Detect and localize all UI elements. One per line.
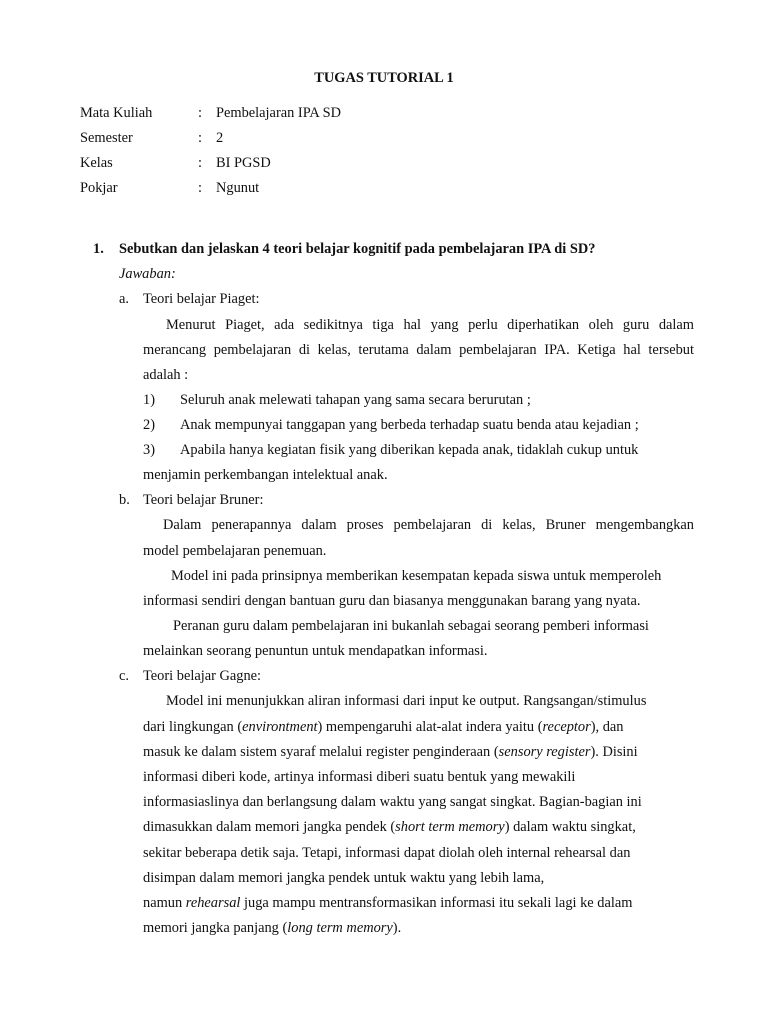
- answer-label: Jawaban:: [119, 266, 176, 282]
- term-italic: rehearsal: [185, 895, 241, 911]
- paragraph-line: disimpan dalam memori jangka pendek untuk waktu yang lebih lama,: [143, 870, 545, 886]
- list-item-text: Anak mempunyai tanggapan yang berbeda terhadap suatu benda atau kejadian ;: [180, 417, 639, 433]
- paragraph-line: menjamin perkembangan intelektual anak.: [143, 467, 388, 483]
- paragraph-line: Dalam penerapannya dalam proses pembelajaran di kelas, Bruner mengembangkan: [163, 517, 694, 533]
- paragraph-line: melainkan seorang penuntun untuk mendapatkan informasi.: [143, 643, 488, 659]
- paragraph-line: Model ini menunjukkan aliran informasi dari input ke output. Rangsangan/stimulus: [166, 693, 647, 709]
- section-title-gagne: Teori belajar Gagne:: [143, 668, 262, 684]
- paragraph-line: informasi diberi kode, artinya informasi diberi suatu bentuk yang mewakili: [143, 769, 576, 785]
- question-text: Sebutkan dan jelaskan 4 teori belajar kognitif pada pembelajaran IPA di SD?: [119, 241, 596, 257]
- meta-value: BI PGSD: [216, 155, 271, 171]
- paragraph-line: [143, 894, 632, 912]
- paragraph-line: [143, 743, 638, 761]
- meta-value: 2: [216, 130, 224, 146]
- paragraph-line: [143, 919, 401, 937]
- list-item-number: 1): [143, 392, 155, 408]
- meta-colon: :: [198, 180, 202, 196]
- text-run: ), dan: [590, 719, 624, 735]
- meta-value: Ngunut: [216, 180, 260, 196]
- meta-colon: :: [198, 155, 202, 171]
- list-item-number: 2): [143, 417, 155, 433]
- document-title: TUGAS TUTORIAL 1: [314, 70, 454, 86]
- text-run: ) mempengaruhi alat-alat indera yaitu (: [317, 719, 543, 735]
- term-italic: sensory register: [498, 744, 591, 760]
- paragraph-line: Menurut Piaget, ada sedikitnya tiga hal yang perlu diperhatikan oleh guru dalam: [166, 317, 694, 333]
- list-item-text: Seluruh anak melewati tahapan yang sama secara berurutan ;: [180, 392, 531, 408]
- meta-key: Mata Kuliah: [80, 105, 153, 121]
- term-italic: environtment: [242, 719, 318, 735]
- text-run: memori jangka panjang (: [143, 920, 288, 936]
- meta-key: Semester: [80, 130, 133, 146]
- meta-colon: :: [198, 130, 202, 146]
- text-run: namun: [143, 895, 186, 911]
- list-item-number: 3): [143, 442, 155, 458]
- paragraph-line: Peranan guru dalam pembelajaran ini bukanlah sebagai seorang pemberi informasi: [173, 618, 649, 634]
- paragraph-line: sekitar beberapa detik saja. Tetapi, informasi dapat diolah oleh internal rehearsal dan: [143, 845, 631, 861]
- text-run: juga mampu mentransformasikan informasi itu sekali lagi ke dalam: [240, 895, 633, 911]
- section-letter: c.: [119, 668, 129, 684]
- text-run: ).: [392, 920, 402, 936]
- section-title-piaget: Teori belajar Piaget:: [143, 291, 260, 307]
- term-italic: receptor: [542, 719, 591, 735]
- term-italic: long term memory: [287, 920, 393, 936]
- term-italic: short term memory: [395, 819, 505, 835]
- text-run: ). Disini: [590, 744, 638, 760]
- paragraph-line: adalah :: [143, 367, 189, 383]
- section-letter: b.: [119, 492, 130, 508]
- paragraph-line: Model ini pada prinsipnya memberikan kesempatan kepada siswa untuk memperoleh: [171, 568, 662, 584]
- paragraph-line: informasi sendiri dengan bantuan guru dan biasanya menggunakan barang yang nyata.: [143, 593, 641, 609]
- paragraph-line: [143, 718, 623, 736]
- meta-key: Pokjar: [80, 180, 118, 196]
- text-run: ) dalam waktu singkat,: [504, 819, 636, 835]
- paragraph-line: model pembelajaran penemuan.: [143, 543, 327, 559]
- meta-colon: :: [198, 105, 202, 121]
- paragraph-line: informasiaslinya dan berlangsung dalam waktu yang sangat singkat. Bagian-bagian ini: [143, 794, 642, 810]
- section-letter: a.: [119, 291, 129, 307]
- list-item-text: Apabila hanya kegiatan fisik yang diberikan kepada anak, tidaklah cukup untuk: [180, 442, 639, 458]
- paragraph-line: [143, 818, 636, 836]
- text-run: dari lingkungan (: [143, 719, 243, 735]
- paragraph-line: merancang pembelajaran di kelas, terutama dalam pembelajaran IPA. Ketiga hal tersebut: [143, 342, 694, 358]
- meta-key: Kelas: [80, 155, 113, 171]
- question-number: 1.: [93, 241, 104, 257]
- text-run: masuk ke dalam sistem syaraf melalui register penginderaan (: [143, 744, 499, 760]
- text-run: dimasukkan dalam memori jangka pendek (: [143, 819, 396, 835]
- section-title-bruner: Teori belajar Bruner:: [143, 492, 264, 508]
- meta-value: Pembelajaran IPA SD: [216, 105, 341, 121]
